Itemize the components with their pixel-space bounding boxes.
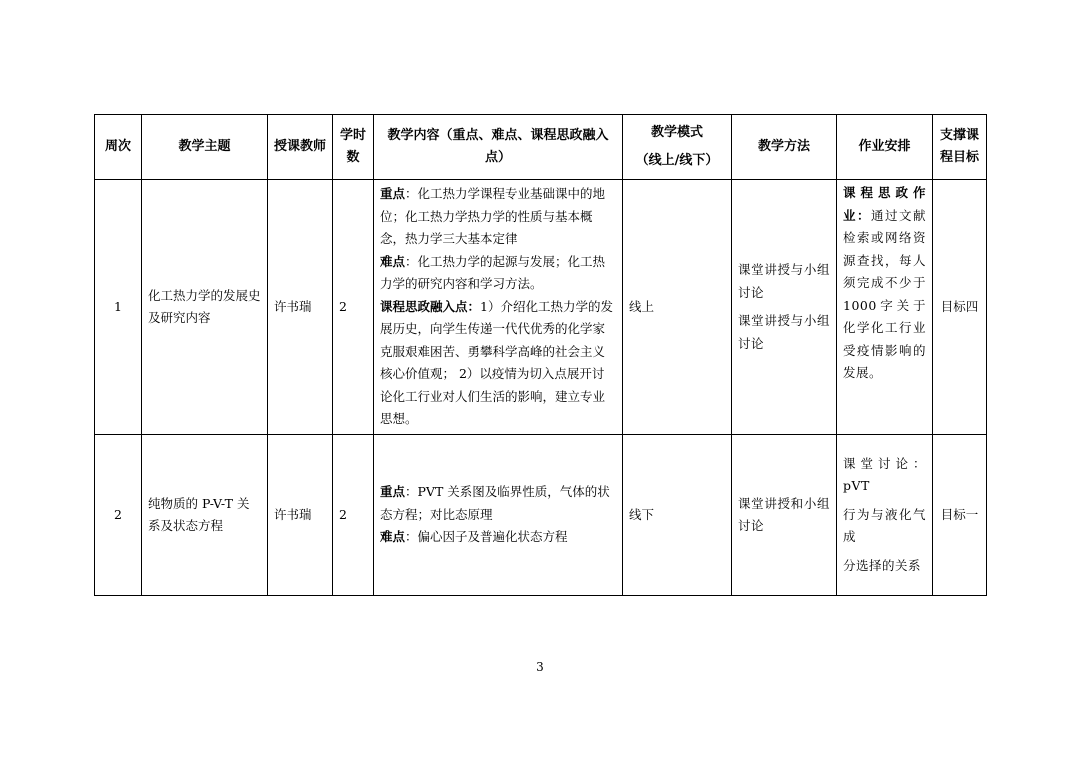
homework-label: 课程思政作业： [843, 185, 926, 223]
method-line-2: 课堂讲授与小组讨论 [738, 313, 830, 351]
header-mode [623, 115, 732, 180]
cell-week: 1 [95, 180, 142, 435]
header-topic: 教学主题 [142, 115, 268, 180]
header-mode-line2: （线上/线下） [635, 153, 719, 168]
cell-hours: 2 [333, 435, 374, 596]
table-row [95, 180, 987, 435]
difficult-label: 难点 [380, 529, 406, 545]
cell-goal: 目标一 [933, 435, 987, 596]
header-week: 周次 [95, 115, 142, 180]
cell-topic: 化工热力学的发展史及研究内容 [142, 180, 268, 435]
homework-line-2: 行为与液化气成 [843, 506, 926, 545]
header-content: 教学内容（重点、难点、课程思政融入点） [374, 115, 623, 180]
cell-teacher: 许书瑞 [268, 435, 333, 596]
header-row [95, 115, 987, 180]
cell-mode: 线下 [623, 435, 732, 596]
ideology-text: 1）介绍化工热力学的发展历史，向学生传递一代代优秀的化学家克服艰难困苦、勇攀科学高峰的社会主义核心价值观； 2）以疫情为切入点展开讨论化工行业对人们生活的影响，建立专业思想。 [380, 298, 613, 427]
method-line-1: 课堂讲授与小组讨论 [738, 262, 830, 300]
key-label: 重点 [380, 484, 406, 500]
cell-hours: 2 [333, 180, 374, 435]
key-label: 重点 [380, 186, 406, 202]
header-hours: 学时数 [333, 115, 374, 180]
cell-homework [837, 180, 933, 435]
ideology-label: 课程思政融入点： [380, 298, 481, 314]
cell-goal: 目标四 [933, 180, 987, 435]
difficult-text: ：化工热力学的起源与发展；化工热力学的研究内容和学习方法。 [380, 253, 606, 292]
header-homework: 作业安排 [837, 115, 933, 180]
header-goal: 支撑课程目标 [933, 115, 987, 180]
teaching-plan-table [94, 114, 987, 596]
cell-week: 2 [95, 435, 142, 596]
header-method: 教学方法 [732, 115, 837, 180]
cell-topic: 纯物质的 P-V-T 关系及状态方程 [142, 435, 268, 596]
header-teacher: 授课教师 [268, 115, 333, 180]
homework-text: 通过文献检索或网络资源查找，每人须完成不少于1000字关于化学化工行业受疫情影响的发展。 [843, 207, 926, 380]
cell-method [732, 180, 837, 435]
cell-mode: 线上 [623, 180, 732, 435]
homework-line-3: 分选择的关系 [843, 557, 922, 573]
table-row [95, 435, 987, 596]
page-number: 3 [536, 660, 544, 674]
homework-line-1: 课堂讨论：pVT [843, 455, 926, 494]
key-text: ：化工热力学课程专业基础课中的地位；化工热力学热力学的性质与基本概念，热力学三大基本定律 [380, 186, 606, 247]
cell-teacher: 许书瑞 [268, 180, 333, 435]
cell-method: 课堂讲授和小组讨论 [732, 435, 837, 596]
header-mode-line1: 教学模式 [650, 125, 703, 140]
cell-homework [837, 435, 933, 596]
cell-content [374, 435, 623, 596]
difficult-text: ：偏心因子及普遍化状态方程 [405, 529, 568, 545]
cell-content [374, 180, 623, 435]
key-text: ：PVT 关系图及临界性质，气体的状态方程；对比态原理 [380, 484, 610, 522]
difficult-label: 难点 [380, 253, 406, 269]
